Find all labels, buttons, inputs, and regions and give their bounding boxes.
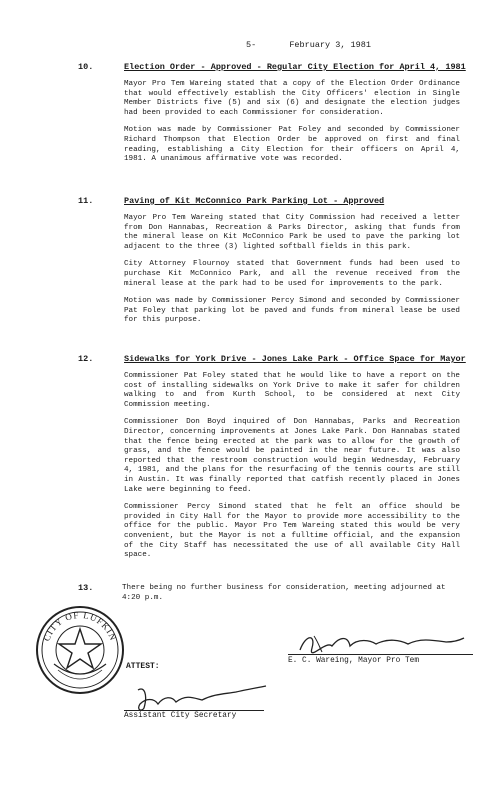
item-title: Paving of Kit McConnico Park Parking Lot - Approved — [124, 196, 385, 206]
mayor-pro-tem-signature — [296, 630, 466, 656]
item-title: Sidewalks for York Drive - Jones Lake Park - Office Space for Mayor — [124, 354, 466, 364]
item-paragraph: Motion was made by Commissioner Pat Foley and seconded by Commissioner Richard Thompson that Election Order be approved on first and final reading, establishing a City Election for their officers on April 4, 1981. A unanimous affirmative vote was recorded. — [124, 126, 460, 164]
item-paragraph: Mayor Pro Tem Wareing stated that a copy of the Election Order Ordinance that would effectively establish the City Officers' election in Single Member Districts five (5) and six (6) and designate the election judges had been provided to each Commissioner for consideration. — [124, 80, 460, 117]
minutes-item-11 — [78, 196, 460, 334]
item-paragraph: Commissioner Percy Simond stated that he felt an office should be provided in City Hall for the Mayor to provide more accessibility to the office for the public. Mayor Pro Tem Wareing stated this would be very convenient, but the Mayor is not a fulltime official, and the expansion of the City Staff has necessitated the use of all available City Hall space. — [124, 503, 460, 560]
attest-name: Assistant City Secretary — [124, 712, 237, 720]
signer-name: E. C. Wareing, Mayor Pro Tem — [288, 657, 420, 665]
page-header — [246, 40, 371, 50]
item-paragraph: City Attorney Flournoy stated that Government funds had been used to purchase Kit McConnico Park, and all the revenue received from the mineral lease at the park had to be used for improvements to the park. — [124, 260, 460, 288]
item-title: Election Order - Approved - Regular City Election for April 4, 1981 — [124, 62, 466, 72]
minutes-item-13 — [78, 583, 467, 603]
item-paragraph: Commissioner Don Boyd inquired of Don Hannabas, Parks and Recreation Director, concerning improvements at Jones Lake Park. Don Hannabas stated that the fence being erected at the park was to allow for the growth of grass, and the fence would be painted in the near future. It was also reported that the restroom construction would begin Wednesday, February 4, 1981, and the plans for the resurfacing of the tennis courts are still in Austin. It was finally reported that catfish recently placed in Jones Lake were beginning to feed. — [124, 418, 460, 494]
header-date: February 3, 1981 — [289, 40, 371, 50]
city-seal-stamp — [34, 604, 126, 696]
signature-line — [124, 710, 264, 711]
item-number: 11. — [78, 196, 94, 206]
item-number: 12. — [78, 354, 94, 364]
minutes-item-10 — [78, 62, 466, 173]
attest-label: ATTEST: — [126, 662, 160, 671]
svg-text:CITY OF LUFKIN: CITY OF LUFKIN — [41, 609, 119, 643]
assistant-secretary-signature — [132, 684, 272, 712]
minutes-item-12 — [78, 354, 466, 569]
signature-line — [288, 654, 473, 655]
page-number: 5- — [246, 40, 257, 50]
item-paragraph: Motion was made by Commissioner Percy Simond and seconded by Commissioner Pat Foley that parking lot be paved and funds from mineral lease be used for this purpose. — [124, 297, 460, 325]
item-paragraph: Commissioner Pat Foley stated that he would like to have a report on the cost of installing sidewalks on York Drive to make it safer for children walking to and from Kurth School, to be considered at next City Commission meeting. — [124, 372, 460, 409]
item-number: 10. — [78, 62, 94, 72]
item-paragraph: Mayor Pro Tem Wareing stated that City Commission had received a letter from Don Hannabas, Recreation & Parks Director, asking that funds from the mineral lease on Kit McConnico Park be used to pave the parking lot adjacent to the three (3) lighted softball fields in this park. — [124, 214, 460, 251]
adjournment-text: There being no further business for consideration, meeting adjourned at 4:20 p.m. — [122, 584, 446, 602]
item-number: 13. — [78, 583, 94, 593]
